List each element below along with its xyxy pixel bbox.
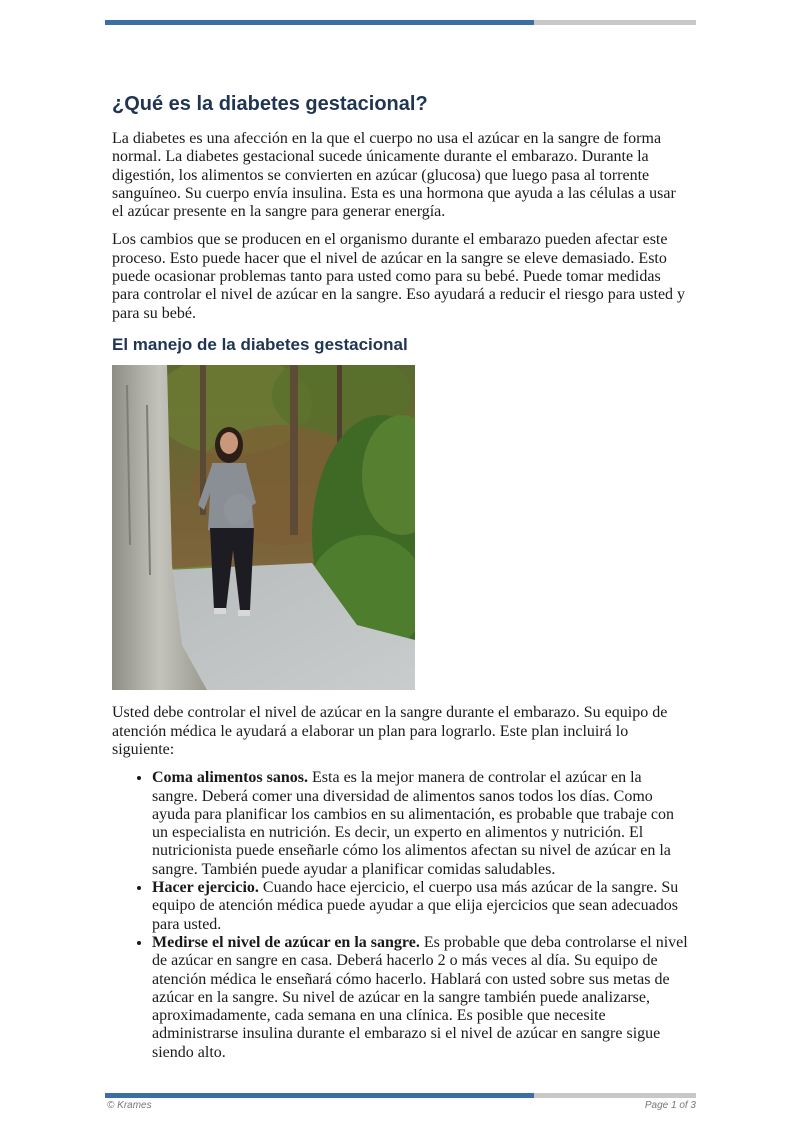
intro-paragraph-2: Los cambios que se producen en el organismo durante el embarazo pueden afectar este proceso. Esto puede hacer que el nivel de azúcar en la sangre se eleve demasiado. Esto puede ocasionar problemas tanto para usted como para su bebé. Puede tomar medidas para controlar el nivel de azúcar en la sangre. Eso ayudará a reducir el riesgo para usted y para su bebé. — [112, 231, 686, 322]
document-body — [112, 92, 688, 1062]
intro-paragraph-1: La diabetes es una afección en la que el cuerpo no usa el azúcar en la sangre de forma normal. La diabetes gestacional sucede únicamente durante el embarazo. Durante la digestión, los alimentos se convierten en azúcar (glucosa) que luego pasa al torrente sanguíneo. Su cuerpo envía insulina. Esta es una hormona que ayuda a las células a usar el azúcar presente en la sangre para generar energía. — [112, 130, 676, 221]
header-rule-track — [534, 20, 696, 25]
page-number: Page 1 of 3 — [644, 1100, 696, 1111]
plan-paragraph: Usted debe controlar el nivel de azúcar en la sangre durante el embarazo. Su equipo de atención médica le ayudará a elaborar un plan para lograrlo. Este plan incluirá lo siguiente: — [112, 704, 668, 758]
header-rule — [105, 20, 696, 25]
list-item-text: Es probable que deba controlarse el nivel de azúcar en sangre en casa. Deberá hacerlo 2 o más veces al día. Su equipo de atención médica le enseñará cómo hacerlo. Hablará con usted sobre sus metas de azúcar en la sangre. Su nivel de azúcar en la sangre también puede analizarse, aproximadamente, cada semana en una clínica. Es posible que necesite administrarse insulina durante el embarazo si el nivel de azúcar en sangre sigue siendo alto. — [152, 933, 688, 1061]
list-item — [152, 769, 688, 879]
list-item-text: Esta es la mejor manera de controlar el azúcar en la sangre. Deberá comer una diversidad de alimentos sanos todos los días. Como ayuda para planificar los cambios en su alimentación, es probable que trabaje con un especialista en nutrición. Es decir, un experto en alimentos y nutrición. El nutricionista puede enseñarle cómo los alimentos afectan su nivel de azúcar en la sangre. También puede ayudar a planificar comidas saludables. — [152, 769, 675, 878]
copyright-text: © Krames — [107, 1100, 152, 1111]
list-item — [152, 934, 688, 1062]
footer-rule-accent — [105, 1093, 534, 1098]
header-rule-accent — [105, 20, 534, 25]
list-item-lead: Medirse el nivel de azúcar en la sangre. — [152, 933, 420, 951]
footer-rule — [105, 1093, 696, 1098]
footer-rule-track — [534, 1093, 696, 1098]
list-item-lead: Hacer ejercicio. — [152, 879, 259, 897]
section-heading: El manejo de la diabetes gestacional — [112, 334, 408, 354]
list-item-lead: Coma alimentos sanos. — [152, 769, 309, 787]
plan-list — [112, 769, 688, 1062]
page-title: ¿Qué es la diabetes gestacional? — [112, 93, 428, 115]
photo-pregnant-woman-walking — [112, 365, 415, 690]
list-item — [152, 879, 688, 934]
list-item-text: Cuando hace ejercicio, el cuerpo usa más azúcar de la sangre. Su equipo de atención médica puede ayudar a que elija ejercicios que sean adecuados para usted. — [152, 879, 679, 933]
page-footer — [107, 1100, 696, 1111]
